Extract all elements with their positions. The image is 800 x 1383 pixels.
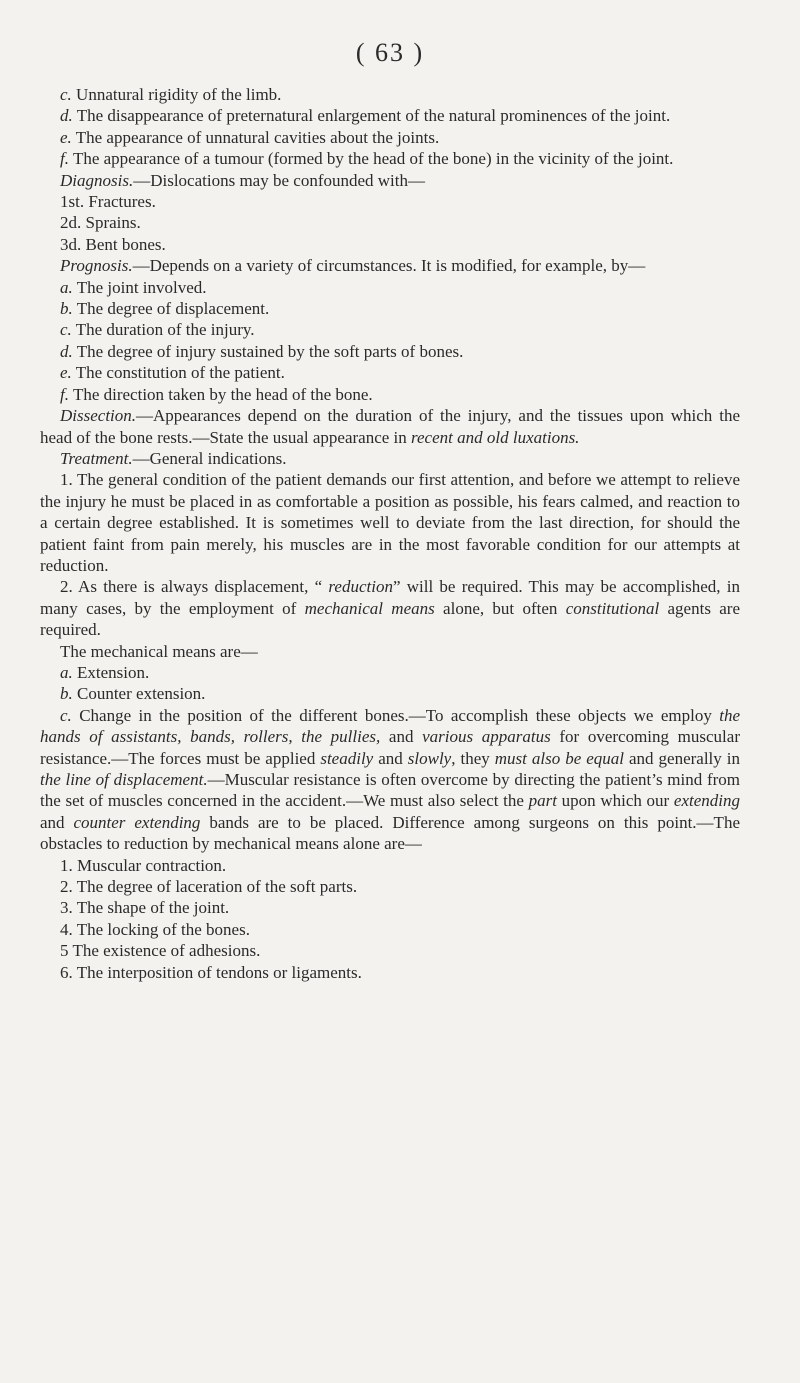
diagnosis-text: —Dislocations may be confounded with— xyxy=(133,170,425,190)
dissection-heading: Dissection. xyxy=(60,406,137,426)
prognosis-item: c. The duration of the injury. xyxy=(60,320,255,340)
sign-d-text: The disappearance of preternatural enlargement of the natural prominences of the joint. xyxy=(76,106,671,126)
diagnosis-paragraph xyxy=(40,170,740,191)
prognosis-heading: Prognosis. xyxy=(60,256,133,276)
obstacle-item: 3. The shape of the joint. xyxy=(60,898,230,918)
page-body xyxy=(40,84,740,983)
obstacle-item: 5 The existence of adhesions. xyxy=(60,941,261,961)
prognosis-item: e. The constitution of the patient. xyxy=(60,363,285,383)
dissection-text: —Appearances depend on the duration of the injury, and the tissues upon which the head of the bone rests.—State the usual appearance in xyxy=(40,406,740,447)
dissection-emphasis: recent and old luxations. xyxy=(411,427,580,447)
mechanical-means-c: c. Change in the position of the different bones.—To accomplish these objects we employ the hands of assistants, bands, rollers, the pullies, and various apparatus for overcoming muscular resistance.—The forces must be applied steadily and slowly, they must also be equal and generally in the line of displacement.—Muscular resistance is often overcome by directing the patient’s mind from the set of muscles concerned in the accident.—We must also select the part upon which our extending and counter extending bands are to be placed. Difference among surgeons on this point.—The obstacles to reduction by mechanical means alone are— xyxy=(40,705,741,854)
sign-e xyxy=(40,127,740,148)
sign-d xyxy=(40,105,740,126)
page-number: ( 63 ) xyxy=(355,38,425,67)
sign-c-letter: c. xyxy=(60,85,72,104)
diagnosis-item: 3d. Bent bones. xyxy=(60,234,166,254)
sign-c xyxy=(40,84,740,105)
treatment-point-2: 2. As there is always displacement, “ reduction” will be required. This may be accomplished, in many cases, by the employment of mechanical means alone, but often constitutional agents are required. xyxy=(40,577,740,640)
sign-e-letter: e. xyxy=(60,127,72,147)
obstacle-item: 2. The degree of laceration of the soft parts. xyxy=(60,877,358,897)
sign-c-text: Unnatural rigidity of the limb. xyxy=(76,85,282,104)
treatment-heading: Treatment. xyxy=(60,448,133,468)
sign-f-letter: f. xyxy=(60,149,69,169)
prognosis-item: d. The degree of injury sustained by the soft parts of bones. xyxy=(60,341,464,361)
treatment-text: —General indications. xyxy=(132,448,287,468)
prognosis-text: —Depends on a variety of circumstances. It is modified, for example, by— xyxy=(132,256,646,276)
prognosis-item: f. The direction taken by the head of the bone. xyxy=(60,384,373,404)
mechanical-means-a: a. Extension. xyxy=(60,662,150,682)
sign-f-text: The appearance of a tumour (formed by the head of the bone) in the vicinity of the joint. xyxy=(72,149,674,169)
sign-f xyxy=(40,148,740,169)
prognosis-item: b. The degree of displacement. xyxy=(60,299,270,319)
dissection-paragraph xyxy=(40,405,740,448)
obstacle-item: 1. Muscular contraction. xyxy=(60,855,227,875)
mechanical-means-intro: The mechanical means are— xyxy=(60,641,258,661)
treatment-paragraph xyxy=(40,448,740,469)
sign-d-letter: d. xyxy=(60,106,73,126)
prognosis-item: a. The joint involved. xyxy=(60,277,207,297)
obstacle-item: 4. The locking of the bones. xyxy=(60,919,250,939)
sign-e-text: The appearance of unnatural cavities about the joints. xyxy=(75,127,440,147)
treatment-point-1: 1. The general condition of the patient demands our first attention, and before we attempt to relieve the injury he must be placed in as comfortable a position as possible, his fears calmed, and reaction to a certain degree established. It is sometimes well to deviate from the last direction, for should the patient faint from pain merely, his muscles are in the most favorable condition for our attempts at reduction. xyxy=(40,470,740,575)
mechanical-means-b: b. Counter extension. xyxy=(60,684,206,704)
diagnosis-heading: Diagnosis. xyxy=(60,170,134,190)
prognosis-paragraph xyxy=(40,255,740,276)
diagnosis-item: 2d. Sprains. xyxy=(60,213,141,233)
obstacle-item: 6. The interposition of tendons or ligaments. xyxy=(60,962,362,982)
diagnosis-item: 1st. Fractures. xyxy=(60,192,156,212)
